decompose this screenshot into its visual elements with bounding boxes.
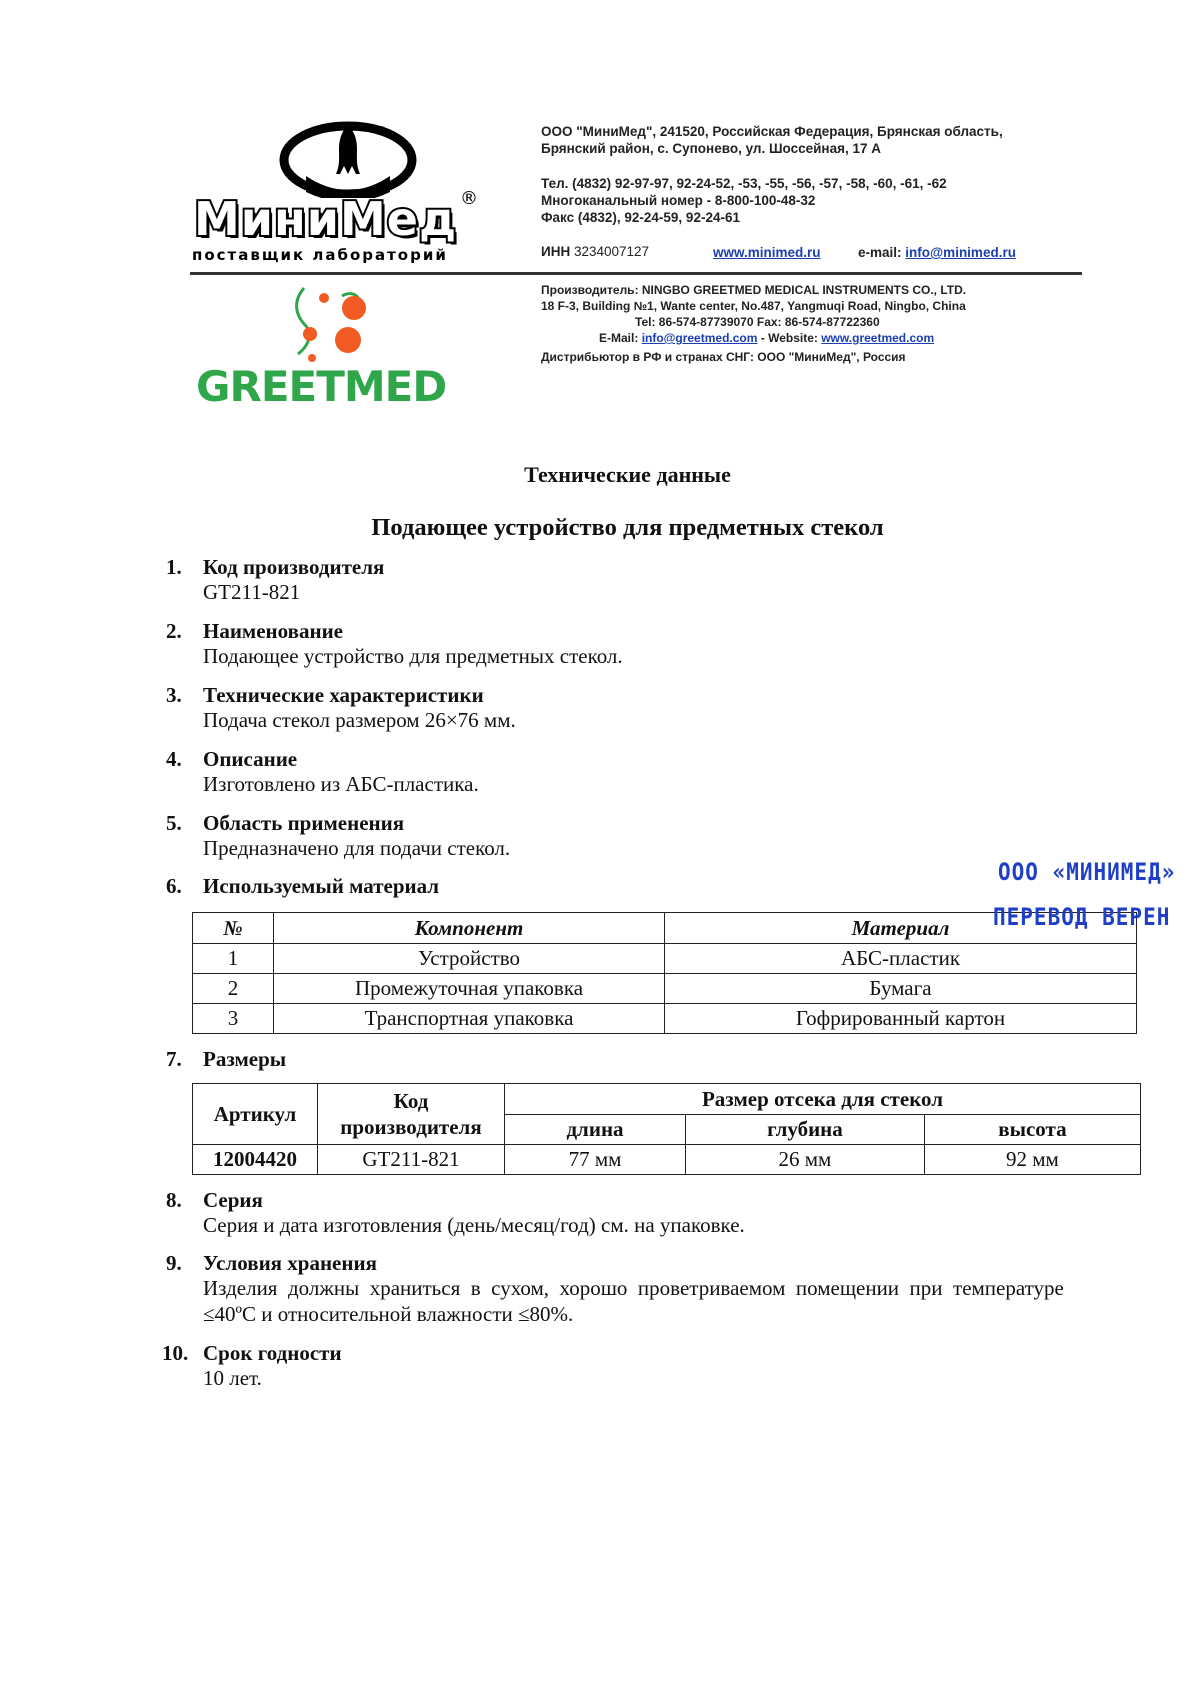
section-heading: Код производителя: [203, 555, 385, 579]
section-number: 4.: [166, 747, 182, 771]
table-cell: АБС-пластик: [665, 944, 1137, 974]
table-cell: Устройство: [274, 944, 665, 974]
table-cell: Бумага: [665, 974, 1137, 1004]
section-heading: Срок годности: [203, 1341, 342, 1365]
table-row: [193, 1004, 1137, 1034]
inn-row: ИНН 3234007127: [541, 244, 650, 259]
minimed-logo: [190, 118, 480, 268]
table-header: Код производителя: [318, 1084, 505, 1145]
minimed-tagline: поставщик лабораторий: [192, 246, 448, 264]
header-divider: [190, 272, 1082, 275]
section-text: Серия и дата изготовления (день/месяц/год) см. на упаковке.: [203, 1213, 745, 1237]
table-cell: Транспортная упаковка: [274, 1004, 665, 1034]
greetmed-logo: [196, 282, 466, 412]
section-text: Изготовлено из АБС-пластика.: [203, 772, 479, 796]
section-heading: Используемый материал: [203, 874, 440, 898]
table-cell: 12004420: [193, 1145, 318, 1175]
table-header: высота: [924, 1115, 1140, 1145]
website-link[interactable]: www.minimed.ru: [713, 245, 821, 260]
section-text: Подача стекол размером 26×76 мм.: [203, 708, 516, 732]
section-number: 8.: [166, 1188, 182, 1212]
section-number: 3.: [166, 683, 182, 707]
table-cell: 3: [193, 1004, 274, 1034]
table-cell: 26 мм: [686, 1145, 925, 1175]
table-header: Материал: [665, 913, 1137, 944]
section-number: 2.: [166, 619, 182, 643]
section-number: 9.: [166, 1251, 182, 1275]
section-number: 7.: [166, 1047, 182, 1071]
manufacturer-info: Производитель: NINGBO GREETMED MEDICAL INSTRUMENTS CO., LTD. 18 F-3, Building №1, Wante center, No.487, Yangmuqi Road, Ningbo, China Tel: 86-574-87739070 Fax: 86-574-87722360 E-Mail: info@greetmed.com - Website: www.greetmed.com Дистрибьютор в РФ и странах СНГ: ООО "МиниМед", Россия: [541, 283, 967, 364]
table-row: [193, 944, 1137, 974]
document-title: Технические данные: [524, 462, 731, 487]
table-header: Артикул: [193, 1084, 318, 1145]
section-heading: Описание: [203, 747, 298, 771]
greetmed-logo-word: GREETMED: [196, 362, 447, 411]
email-link[interactable]: info@minimed.ru: [905, 245, 1016, 260]
section-text: GT211-821: [203, 580, 301, 604]
table-header: Компонент: [274, 913, 665, 944]
table-cell: 77 мм: [505, 1145, 686, 1175]
section-number: 1.: [166, 555, 182, 579]
section-text: Предназначено для подачи стекол.: [203, 836, 511, 860]
table-header: Размер отсека для стекол: [505, 1084, 1141, 1115]
table-header: глубина: [686, 1115, 925, 1145]
minimed-logo-word: МиниМед: [194, 192, 458, 246]
table-row: [193, 1145, 1141, 1175]
table-cell: 1: [193, 944, 274, 974]
section-heading: Технические характеристики: [203, 683, 484, 707]
section-heading: Область применения: [203, 811, 405, 835]
table-cell: GT211-821: [318, 1145, 505, 1175]
table-row: [193, 974, 1137, 1004]
table-header: длина: [505, 1115, 686, 1145]
minimed-emblem-icon: [248, 118, 448, 198]
section-text: Изделия должны храниться в сухом, хорошо проветриваемом помещении при температуре: [203, 1276, 1064, 1300]
table-cell: Гофрированный картон: [665, 1004, 1137, 1034]
section-heading: Условия хранения: [203, 1251, 377, 1275]
email-row: e-mail: info@minimed.ru: [858, 245, 1016, 260]
manufacturer-website-link[interactable]: www.greetmed.com: [821, 331, 935, 345]
greetmed-emblem-icon: [286, 282, 466, 372]
table-cell: Промежуточная упаковка: [274, 974, 665, 1004]
company-address: ООО "МиниМед", 241520, Российская Федерация, Брянская область, Брянский район, с. Супонево, ул. Шоссейная, 17 А: [541, 124, 1003, 156]
section-text: ≤40ºС и относительной влажности ≤80%.: [203, 1302, 574, 1326]
section-number: 10.: [162, 1341, 189, 1365]
section-heading: Наименование: [203, 619, 343, 643]
section-number: 6.: [166, 874, 182, 898]
company-phones: Тел. (4832) 92-97-97, 92-24-52, -53, -55, -56, -57, -58, -60, -61, -62 Многоканальный номер - 8-800-100-48-32 Факс (4832), 92-24-59, 92-24-61: [541, 176, 947, 225]
document-subtitle: Подающее устройство для предметных стекол: [371, 514, 884, 541]
section-heading: Размеры: [203, 1047, 287, 1071]
manufacturer-email-link[interactable]: info@greetmed.com: [641, 331, 758, 345]
section-number: 5.: [166, 811, 182, 835]
manufacturer-contacts: E-Mail: info@greetmed.com - Website: www.greetmed.com: [599, 331, 935, 345]
table-header-row: [193, 1084, 1141, 1115]
stamp-line-2: ПЕРЕВОД ВЕРЕН: [993, 903, 1171, 931]
section-text: 10 лет.: [203, 1366, 262, 1390]
stamp-line-1: ООО «МИНИМЕД»: [998, 858, 1176, 886]
section-text: Подающее устройство для предметных стекол.: [203, 644, 623, 668]
table-header: №: [193, 913, 274, 944]
table-cell: 92 мм: [924, 1145, 1140, 1175]
section-heading: Серия: [203, 1188, 263, 1212]
table-cell: 2: [193, 974, 274, 1004]
dimensions-table: [192, 1083, 1141, 1175]
registered-mark: ®: [460, 188, 478, 209]
